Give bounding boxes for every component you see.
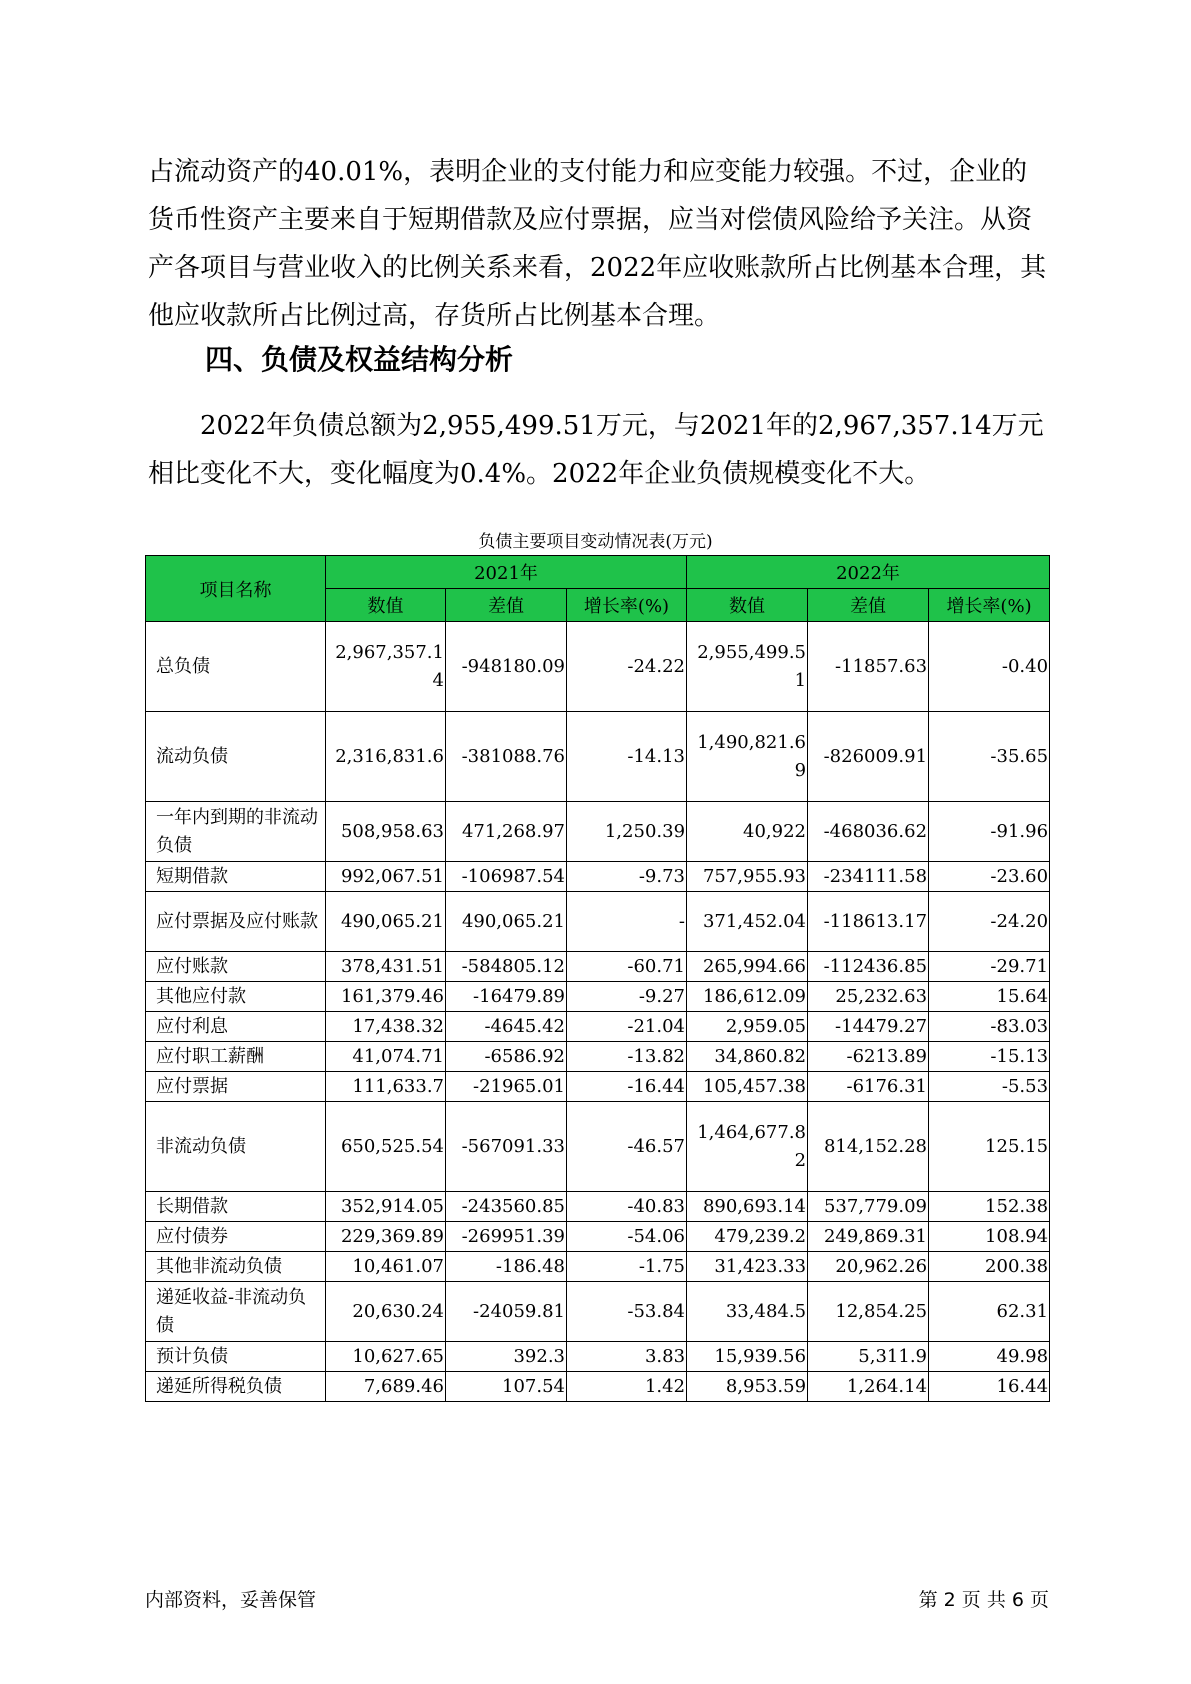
summary-paragraph: 2022年负债总额为2,955,499.51万元，与2021年的2,967,357.14万元相比变化不大，变化幅度为0.4%。2022年企业负债规模变化不大。	[148, 411, 1044, 489]
diff-2022: 1,264.14	[808, 1372, 929, 1402]
table-row	[146, 1372, 1050, 1402]
diff-2022: 5,311.9	[808, 1342, 929, 1372]
value-2021: 10,627.65	[326, 1342, 446, 1372]
value-2022: 2,955,499.51	[687, 622, 808, 712]
table-row	[146, 802, 1050, 862]
growth-2022: 49.98	[929, 1342, 1050, 1372]
diff-2022: 537,779.09	[808, 1192, 929, 1222]
growth-2022: 152.38	[929, 1192, 1050, 1222]
growth-2022: -23.60	[929, 862, 1050, 892]
growth-2021: -	[567, 892, 687, 952]
diff-2022: -468036.62	[808, 802, 929, 862]
growth-2022: -83.03	[929, 1012, 1050, 1042]
row-name: 流动负债	[146, 712, 326, 802]
row-name: 应付账款	[146, 952, 326, 982]
growth-2021: -24.22	[567, 622, 687, 712]
growth-2021: -60.71	[567, 952, 687, 982]
row-name: 应付债券	[146, 1222, 326, 1252]
table-row	[146, 1252, 1050, 1282]
value-2021: 508,958.63	[326, 802, 446, 862]
row-name: 应付利息	[146, 1012, 326, 1042]
growth-2022: 125.15	[929, 1102, 1050, 1192]
diff-2021: -948180.09	[446, 622, 567, 712]
header-growth-2022: 增长率(%)	[929, 589, 1050, 622]
diff-2022: 12,854.25	[808, 1282, 929, 1342]
diff-2022: -118613.17	[808, 892, 929, 952]
table-row	[146, 622, 1050, 712]
value-2021: 2,967,357.14	[326, 622, 446, 712]
value-2022: 40,922	[687, 802, 808, 862]
header-value-2021: 数值	[326, 589, 446, 622]
row-name: 应付票据及应付账款	[146, 892, 326, 952]
table-row	[146, 1222, 1050, 1252]
table-row	[146, 1072, 1050, 1102]
value-2022: 105,457.38	[687, 1072, 808, 1102]
growth-2021: 3.83	[567, 1342, 687, 1372]
value-2022: 479,239.2	[687, 1222, 808, 1252]
growth-2021: 1.42	[567, 1372, 687, 1402]
table-row	[146, 862, 1050, 892]
value-2022: 15,939.56	[687, 1342, 808, 1372]
table-row	[146, 1012, 1050, 1042]
row-name: 递延所得税负债	[146, 1372, 326, 1402]
value-2022: 890,693.14	[687, 1192, 808, 1222]
growth-2022: -15.13	[929, 1042, 1050, 1072]
table-row	[146, 952, 1050, 982]
table-row	[146, 1042, 1050, 1072]
diff-2021: -243560.85	[446, 1192, 567, 1222]
growth-2021: -16.44	[567, 1072, 687, 1102]
diff-2021: -24059.81	[446, 1282, 567, 1342]
liability-table	[145, 555, 1050, 1402]
growth-2022: 200.38	[929, 1252, 1050, 1282]
header-year-2021: 2021年	[326, 556, 687, 589]
value-2022: 757,955.93	[687, 862, 808, 892]
footer-page-number: 第 2 页 共 6 页	[918, 1589, 1049, 1611]
section-heading: 四、负债及权益结构分析	[205, 343, 514, 376]
value-2021: 17,438.32	[326, 1012, 446, 1042]
growth-2021: -1.75	[567, 1252, 687, 1282]
header-diff-2022: 差值	[808, 589, 929, 622]
value-2021: 352,914.05	[326, 1192, 446, 1222]
growth-2022: 16.44	[929, 1372, 1050, 1402]
growth-2022: 62.31	[929, 1282, 1050, 1342]
diff-2021: -16479.89	[446, 982, 567, 1012]
row-name: 短期借款	[146, 862, 326, 892]
value-2022: 1,464,677.82	[687, 1102, 808, 1192]
value-2022: 31,423.33	[687, 1252, 808, 1282]
diff-2021: -106987.54	[446, 862, 567, 892]
table-caption: 负债主要项目变动情况表(万元)	[478, 532, 713, 552]
value-2022: 1,490,821.69	[687, 712, 808, 802]
header-year-2022: 2022年	[687, 556, 1050, 589]
growth-2022: -29.71	[929, 952, 1050, 982]
growth-2021: -14.13	[567, 712, 687, 802]
value-2021: 10,461.07	[326, 1252, 446, 1282]
row-name: 一年内到期的非流动负债	[146, 802, 326, 862]
diff-2022: 20,962.26	[808, 1252, 929, 1282]
growth-2021: -54.06	[567, 1222, 687, 1252]
header-item-name: 项目名称	[146, 556, 326, 622]
table-row	[146, 712, 1050, 802]
growth-2022: -0.40	[929, 622, 1050, 712]
table-row	[146, 1102, 1050, 1192]
diff-2021: -6586.92	[446, 1042, 567, 1072]
row-name: 递延收益-非流动负债	[146, 1282, 326, 1342]
diff-2022: -11857.63	[808, 622, 929, 712]
diff-2022: -14479.27	[808, 1012, 929, 1042]
header-value-2022: 数值	[687, 589, 808, 622]
value-2022: 33,484.5	[687, 1282, 808, 1342]
diff-2022: 814,152.28	[808, 1102, 929, 1192]
value-2021: 41,074.71	[326, 1042, 446, 1072]
growth-2021: -21.04	[567, 1012, 687, 1042]
diff-2021: -381088.76	[446, 712, 567, 802]
growth-2022: -91.96	[929, 802, 1050, 862]
row-name: 预计负债	[146, 1342, 326, 1372]
diff-2022: -6213.89	[808, 1042, 929, 1072]
diff-2021: -21965.01	[446, 1072, 567, 1102]
table-row	[146, 892, 1050, 952]
diff-2022: 25,232.63	[808, 982, 929, 1012]
growth-2022: -5.53	[929, 1072, 1050, 1102]
value-2022: 8,953.59	[687, 1372, 808, 1402]
value-2022: 265,994.66	[687, 952, 808, 982]
table-row	[146, 1192, 1050, 1222]
value-2021: 229,369.89	[326, 1222, 446, 1252]
row-name: 非流动负债	[146, 1102, 326, 1192]
growth-2021: -13.82	[567, 1042, 687, 1072]
diff-2021: 490,065.21	[446, 892, 567, 952]
value-2021: 490,065.21	[326, 892, 446, 952]
value-2022: 186,612.09	[687, 982, 808, 1012]
diff-2021: -584805.12	[446, 952, 567, 982]
value-2021: 992,067.51	[326, 862, 446, 892]
growth-2021: -9.27	[567, 982, 687, 1012]
diff-2021: 107.54	[446, 1372, 567, 1402]
row-name: 应付职工薪酬	[146, 1042, 326, 1072]
value-2021: 111,633.7	[326, 1072, 446, 1102]
diff-2021: -269951.39	[446, 1222, 567, 1252]
value-2021: 378,431.51	[326, 952, 446, 982]
value-2021: 20,630.24	[326, 1282, 446, 1342]
diff-2021: -186.48	[446, 1252, 567, 1282]
value-2021: 2,316,831.6	[326, 712, 446, 802]
table-row	[146, 1282, 1050, 1342]
value-2021: 7,689.46	[326, 1372, 446, 1402]
table-row	[146, 982, 1050, 1012]
diff-2022: -234111.58	[808, 862, 929, 892]
value-2022: 34,860.82	[687, 1042, 808, 1072]
diff-2021: 392.3	[446, 1342, 567, 1372]
header-diff-2021: 差值	[446, 589, 567, 622]
diff-2022: -826009.91	[808, 712, 929, 802]
diff-2022: -112436.85	[808, 952, 929, 982]
growth-2021: -53.84	[567, 1282, 687, 1342]
row-name: 其他应付款	[146, 982, 326, 1012]
row-name: 总负债	[146, 622, 326, 712]
diff-2021: -567091.33	[446, 1102, 567, 1192]
growth-2021: -40.83	[567, 1192, 687, 1222]
table-row	[146, 1342, 1050, 1372]
footer-confidential-note: 内部资料，妥善保管	[145, 1589, 317, 1611]
growth-2022: 108.94	[929, 1222, 1050, 1252]
row-name: 应付票据	[146, 1072, 326, 1102]
row-name: 长期借款	[146, 1192, 326, 1222]
value-2021: 650,525.54	[326, 1102, 446, 1192]
diff-2021: 471,268.97	[446, 802, 567, 862]
growth-2022: -24.20	[929, 892, 1050, 952]
header-growth-2021: 增长率(%)	[567, 589, 687, 622]
diff-2022: 249,869.31	[808, 1222, 929, 1252]
value-2022: 2,959.05	[687, 1012, 808, 1042]
growth-2021: 1,250.39	[567, 802, 687, 862]
value-2021: 161,379.46	[326, 982, 446, 1012]
growth-2022: -35.65	[929, 712, 1050, 802]
row-name: 其他非流动负债	[146, 1252, 326, 1282]
value-2022: 371,452.04	[687, 892, 808, 952]
intro-paragraph: 占流动资产的40.01%，表明企业的支付能力和应变能力较强。不过，企业的货币性资产主要来自于短期借款及应付票据，应当对偿债风险给予关注。从资产各项目与营业收入的比例关系来看，2022年应收账款所占比例基本合理，其他应收款所占比例过高，存货所占比例基本合理。	[148, 157, 1047, 331]
diff-2021: -4645.42	[446, 1012, 567, 1042]
growth-2021: -9.73	[567, 862, 687, 892]
diff-2022: -6176.31	[808, 1072, 929, 1102]
growth-2021: -46.57	[567, 1102, 687, 1192]
growth-2022: 15.64	[929, 982, 1050, 1012]
